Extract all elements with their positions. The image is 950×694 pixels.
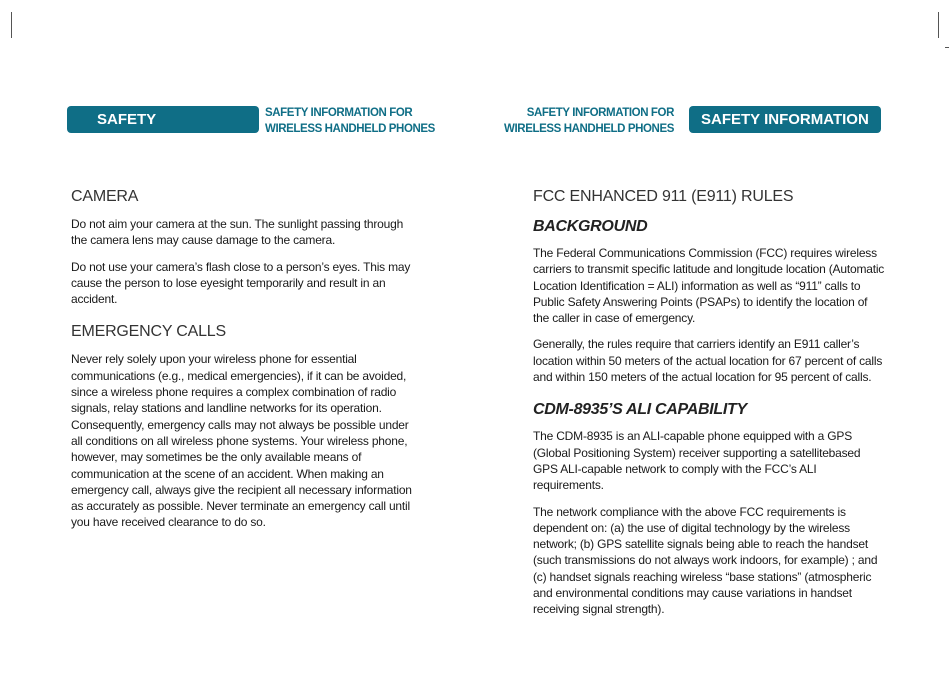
section-tab-label: SAFETY INFORMATION	[67, 106, 259, 133]
emergency-calls-heading: EMERGENCY CALLS	[71, 323, 226, 341]
emergency-calls-paragraph: Never rely solely upon your wireless phone for essential communications (e.g., medical emergencies), if it can be avoided, since a wireless phone requires a complex combination of radio signals, relay stations and landline networks for its operation. Consequently, emergency calls may not always be possible under all conditions on all wireless phone systems. Your wireless phone, however, may sometimes be the only available means of communication at the scene of an accident. When making an emergency call, always give the recipient all necessary information as accurately as possible. Never terminate an emergency call until you have received clearance to do so.	[71, 352, 412, 530]
right-page	[475, 0, 950, 694]
camera-heading: CAMERA	[71, 188, 139, 205]
background-paragraph-2: Generally, the rules require that carriers identify an E911 caller’s location within 50 meters of the actual location for 67 percent of calls and within 150 meters of the actual location for 95 percent of calls.	[533, 337, 883, 385]
running-header-line-2: WIRELESS HANDHELD PHONES	[504, 123, 674, 135]
fcc-e911-title: FCC ENHANCED 911 (E911) RULES	[533, 188, 794, 205]
left-page-content	[71, 186, 416, 541]
running-header-line-1: SAFETY INFORMATION FOR	[526, 107, 674, 119]
running-header	[265, 105, 435, 137]
camera-paragraph-1: Do not aim your camera at the sun. The sunlight passing through the camera lens may cause damage to the camera.	[71, 217, 404, 248]
running-header	[504, 105, 674, 137]
ali-capability-paragraph-1: The CDM-8935 is an ALI-capable phone equipped with a GPS (Global Positioning System) receiver supporting a satellitebased GPS ALI-capable network to comply with the FCC’s ALI requirements.	[533, 429, 861, 493]
background-heading: BACKGROUND	[533, 218, 648, 235]
ali-capability-heading: CDM-8935’S ALI CAPABILITY	[533, 401, 747, 419]
running-header-line-2: WIRELESS HANDHELD PHONES	[265, 123, 435, 135]
section-tab-label: SAFETY INFORMATION	[689, 106, 881, 133]
camera-paragraph-2: Do not use your camera’s flash close to a person’s eyes. This may cause the person to lose eyesight temporarily and result in an accident.	[71, 259, 411, 307]
right-page-content	[533, 186, 885, 628]
background-paragraph-1: The Federal Communications Commission (FCC) requires wireless carriers to transmit specific latitude and longitude location (Automatic Location Identification = ALI) information as well as “911” calls to Public Safety Answering Points (PSAPs) to identify the location of the caller in case of emergency.	[533, 246, 885, 326]
running-header-line-1: SAFETY INFORMATION FOR	[265, 107, 413, 119]
ali-capability-paragraph-2: The network compliance with the above FCC requirements is dependent on: (a) the use of digital technology by the wireless network; (b) GPS satellite signals being able to reach the handset (such transmissions do not always work indoors, for example) ; and (c) handset signals reaching wireless “base stations” (atmospheric and environmental conditions may cause variations in handset receiving signal strength).	[533, 504, 878, 617]
